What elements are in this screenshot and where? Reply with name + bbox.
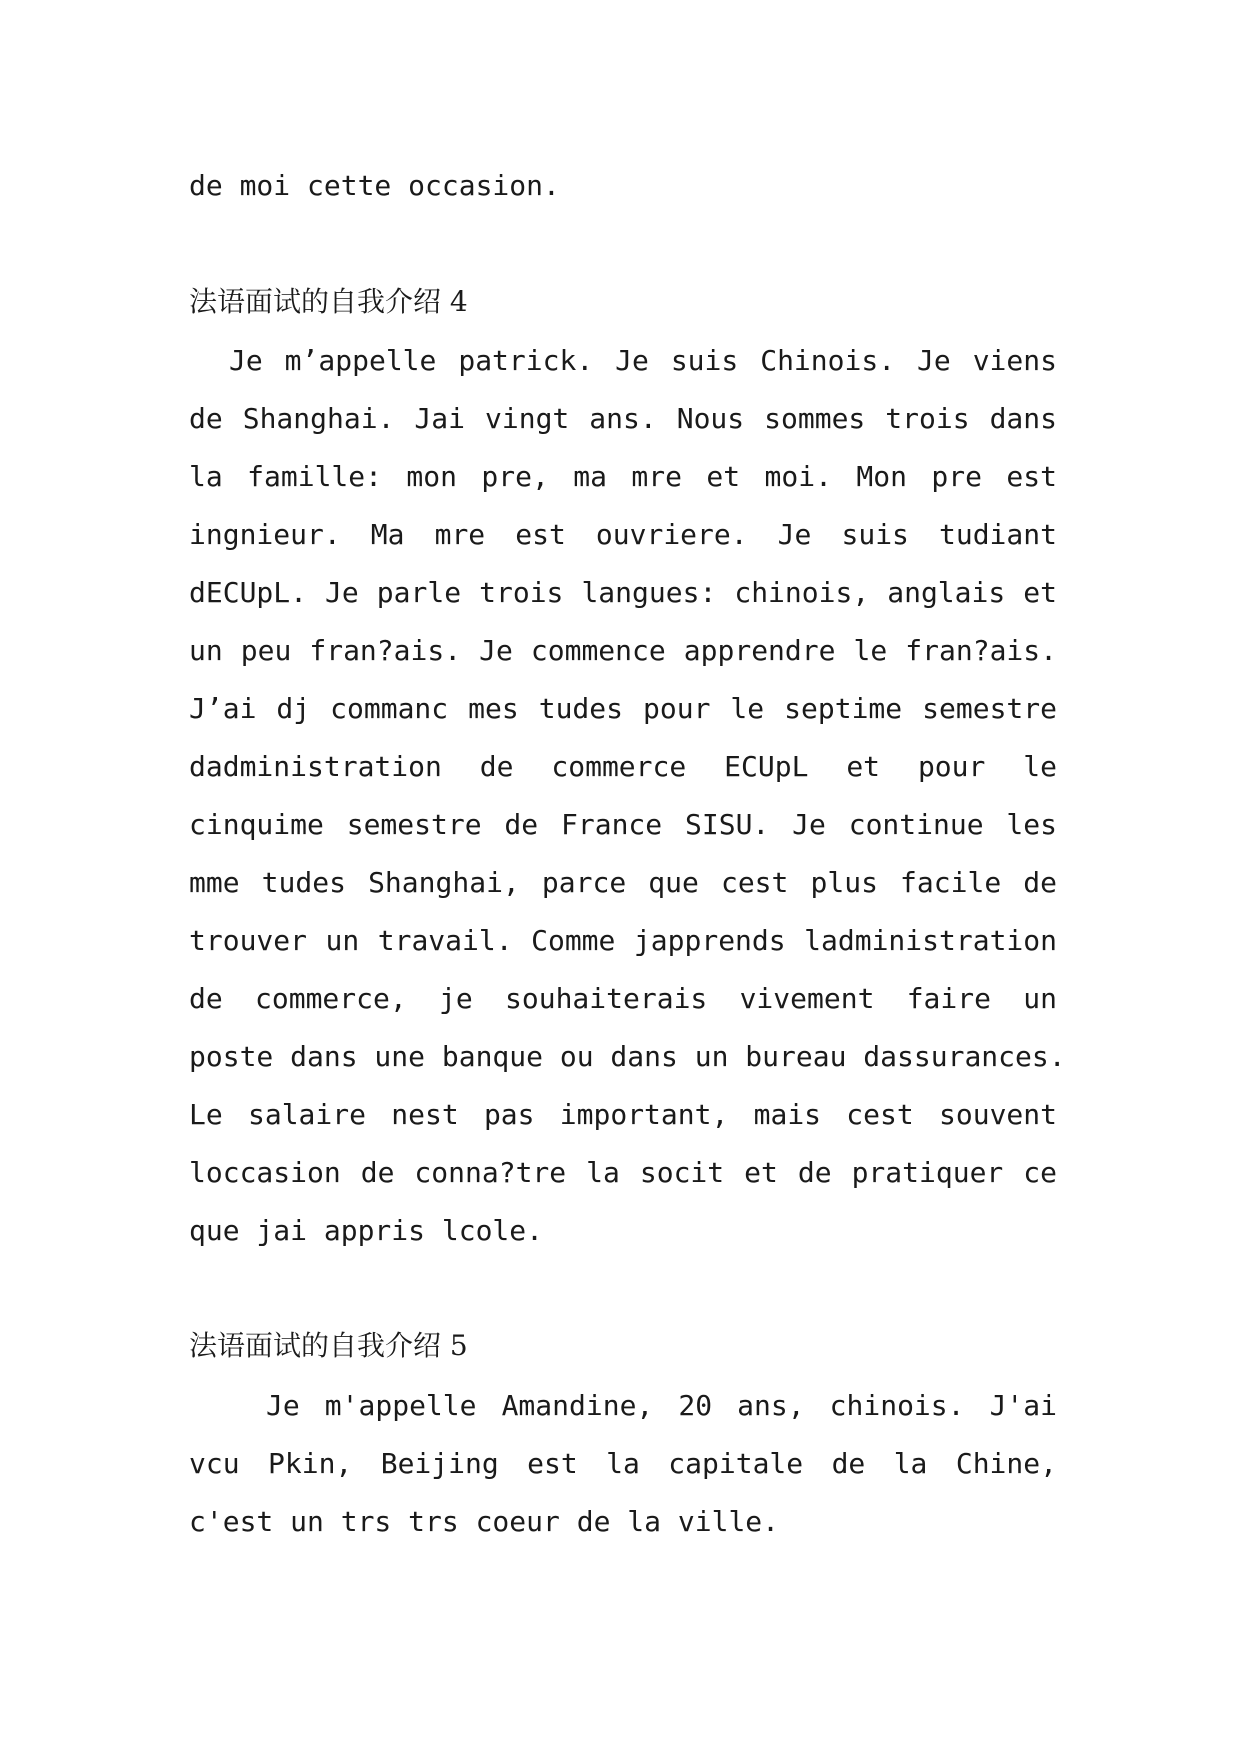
paragraph-line: J’ai dj commanc mes tudes pour le septime semestre	[189, 692, 1057, 725]
paragraph-line: Je m’appelle patrick. Je suis Chinois. Je viens	[229, 344, 1057, 377]
paragraph-line: Le salaire nest pas important, mais cest souvent	[189, 1098, 1057, 1131]
paragraph-line: dECUpL. Je parle trois langues: chinois, anglais et	[189, 576, 1057, 609]
paragraph-line: que jai appris lcole.	[189, 1214, 544, 1247]
paragraph-line: loccasion de conna?tre la socit et de pratiquer ce	[189, 1156, 1057, 1189]
section-heading-5: 法语面试的自我介绍 5	[189, 1329, 468, 1362]
paragraph-line: c'est un trs trs coeur de la ville.	[189, 1505, 780, 1538]
paragraph-line: poste dans une banque ou dans un bureau dassurances.	[189, 1040, 1066, 1073]
paragraph-line: un peu fran?ais. Je commence apprendre le fran?ais.	[189, 634, 1057, 667]
paragraph-line: trouver un travail. Comme japprends ladministration	[189, 924, 1057, 957]
paragraph-line: ingnieur. Ma mre est ouvriere. Je suis tudiant	[189, 518, 1057, 551]
paragraph-line: de moi cette occasion.	[189, 169, 560, 202]
paragraph-line: vcu Pkin, Beijing est la capitale de la Chine,	[189, 1447, 1057, 1480]
section-heading-4: 法语面试的自我介绍 4	[189, 285, 468, 318]
paragraph-line: mme tudes Shanghai, parce que cest plus facile de	[189, 866, 1057, 899]
paragraph-line: cinquime semestre de France SISU. Je continue les	[189, 808, 1057, 841]
paragraph-line: la famille: mon pre, ma mre et moi. Mon pre est	[189, 460, 1057, 493]
paragraph-line: de commerce, je souhaiterais vivement faire un	[189, 982, 1057, 1015]
paragraph-line: Je m'appelle Amandine, 20 ans, chinois. J'ai	[266, 1389, 1057, 1422]
paragraph-line: de Shanghai. Jai vingt ans. Nous sommes trois dans	[189, 402, 1057, 435]
paragraph-line: dadministration de commerce ECUpL et pour le	[189, 750, 1057, 783]
